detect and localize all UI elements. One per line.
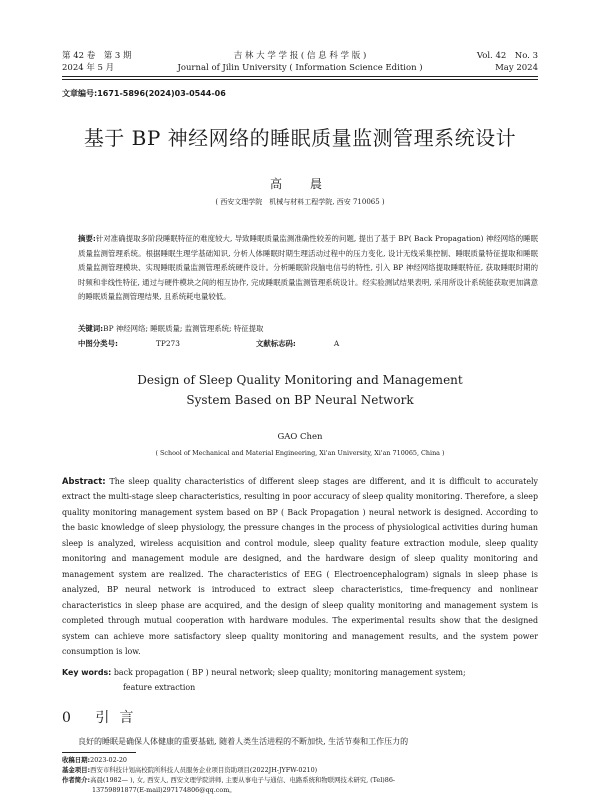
keywords-en-text-cont: feature extraction xyxy=(123,683,196,692)
author-zh: 高 晨 xyxy=(269,177,330,191)
header-journal-en: Journal of Jilin University ( Information Science Edition ) xyxy=(177,63,423,73)
author-en: GAO Chen xyxy=(277,432,323,442)
article-number: 文章编号:1671-5896(2024)03-0544-06 xyxy=(62,89,226,98)
footnote-received xyxy=(62,756,538,766)
footnote-author-cont: 13759891877(E-mail)297174806@qq.com。 xyxy=(92,786,236,794)
running-header xyxy=(62,50,538,74)
section-number: 0 xyxy=(62,710,81,726)
title-en-line1: Design of Sleep Quality Monitoring and Management xyxy=(137,373,463,387)
received-label: 收稿日期: xyxy=(62,756,91,764)
header-right xyxy=(477,50,538,74)
author-bio-label: 作者简介: xyxy=(62,776,91,784)
abstract-en-label: Abstract: xyxy=(62,476,106,486)
intro-paragraph: 良好的睡眠是确保人体健康的重要基础, 随着人类生活进程的不断加快, 生活节奏和工作压力的 xyxy=(78,737,409,746)
clc-label: 中图分类号: xyxy=(78,339,118,348)
keywords-en-label: Key words: xyxy=(62,668,112,677)
header-volume-en: Vol. 42 No. 3 xyxy=(476,51,538,61)
header-date-zh: 2024 年 5 月 xyxy=(62,63,115,73)
author-bio-line1: 高晨(1982— ), 女, 西安人, 西安文理学院讲师, 主要从事电子与通信、电路系统和物联网技术研究, (Tel)86- xyxy=(90,776,396,784)
fund-text: 西安市科技计划高校院所科技人员服务企业项目资助项目(2022JH-JYFW-0210) xyxy=(90,766,318,774)
abstract-zh xyxy=(78,232,538,305)
footnote-fund xyxy=(62,766,538,776)
footnote-author xyxy=(62,776,538,786)
clc-value: TP273 xyxy=(155,339,180,348)
keywords-en-text: back propagation ( BP ) neural network; sleep quality; monitoring management system; xyxy=(113,668,466,677)
doc-code-label: 文献标志码: xyxy=(255,339,296,348)
title-zh: 基于 BP 神经网络的睡眠质量监测管理系统设计 xyxy=(83,126,517,150)
header-volume-zh: 第 42 卷 第 3 期 xyxy=(62,51,132,61)
fund-label: 基金项目: xyxy=(62,766,91,774)
received-date: 2023-02-20 xyxy=(90,756,127,764)
keywords-zh xyxy=(78,323,538,335)
affiliation-en: ( School of Mechanical and Material Engineering, Xi'an University, Xi'an 710065, China ) xyxy=(155,449,445,457)
footnote-rule xyxy=(62,752,136,753)
keywords-zh-label: 关键词: xyxy=(78,324,104,333)
title-en xyxy=(60,370,540,410)
section-title: 引言 xyxy=(95,710,144,726)
keywords-zh-text: BP 神经网络; 睡眠质量; 监测管理系统; 特征提取 xyxy=(103,324,264,333)
header-journal-zh: 吉 林 大 学 学 报 ( 信 息 科 学 版 ) xyxy=(233,51,367,61)
abstract-en-text: The sleep quality characteristics of different sleep stages are different, and it is difficult to accurately extract the multi-stage sleep characteristics, resulting in poor accuracy of sleep quality monitoring. Therefore, a sleep quality monitoring management system based on BP ( Back Propagation ) neural network is designed. According to the basic knowledge of sleep physiology, the pressure changes in the process of physiological activities during human sleep is analyzed, wireless acquisition and control module, sleep quality feature extraction module, sleep quality monitoring and management module are designed, and the hardware design of sleep quality monitoring and management system are realized. The characteristics of EEG ( Electroencephalogram) signals in sleep phase is analyzed, BP neural network is introduced to extract sleep characteristics, time-frequency and nonlinear characteristics in sleep phase are acquired, and the design of sleep quality monitoring and management system is completed through mutual cooperation with hardware modules. The experimental results show that the designed system can achieve more satisfactory sleep quality monitoring and management results, and the system power consumption is low. xyxy=(62,477,538,656)
abstract-en xyxy=(62,474,538,659)
affiliation-zh: ( 西安文理学院 机械与材料工程学院, 西安 710065 ) xyxy=(215,198,385,206)
header-center xyxy=(62,50,538,74)
keywords-en xyxy=(62,665,538,695)
doc-code-value: A xyxy=(333,339,340,348)
abstract-zh-label: 摘要: xyxy=(78,234,96,243)
section-heading xyxy=(62,707,143,727)
header-rule xyxy=(62,76,538,80)
header-date-en: May 2024 xyxy=(495,63,538,73)
title-en-line2: System Based on BP Neural Network xyxy=(186,393,414,407)
classification-zh xyxy=(78,338,538,350)
abstract-zh-text: 针对准确提取多阶段睡眠特征的难度较大, 导致睡眠质量监测准确性较差的问题, 提出了基于 BP( Back Propagation) 神经网络的睡眠质量监测管理系统。根据睡眠生理学基础知识, 分析人体睡眠时期生理活动过程中的压力变化, 设计无线采集控制、睡眠质量特征提取和睡眠质量监测管理模块、实现睡眠质量监测管理系统硬件设计。分析睡眠阶段脑电信号的特性, 引入 BP 神经网络提取睡眠特征, 获取睡眠时期的时频和非线性特征, 通过与硬件模块之间的相互协作, 完成睡眠质量监测管理系统设计。经实验测试结果表明, 采用所设计系统能获取更加满意的睡眠质量监测管理结果, 且系统耗电量较低。 xyxy=(78,234,538,302)
